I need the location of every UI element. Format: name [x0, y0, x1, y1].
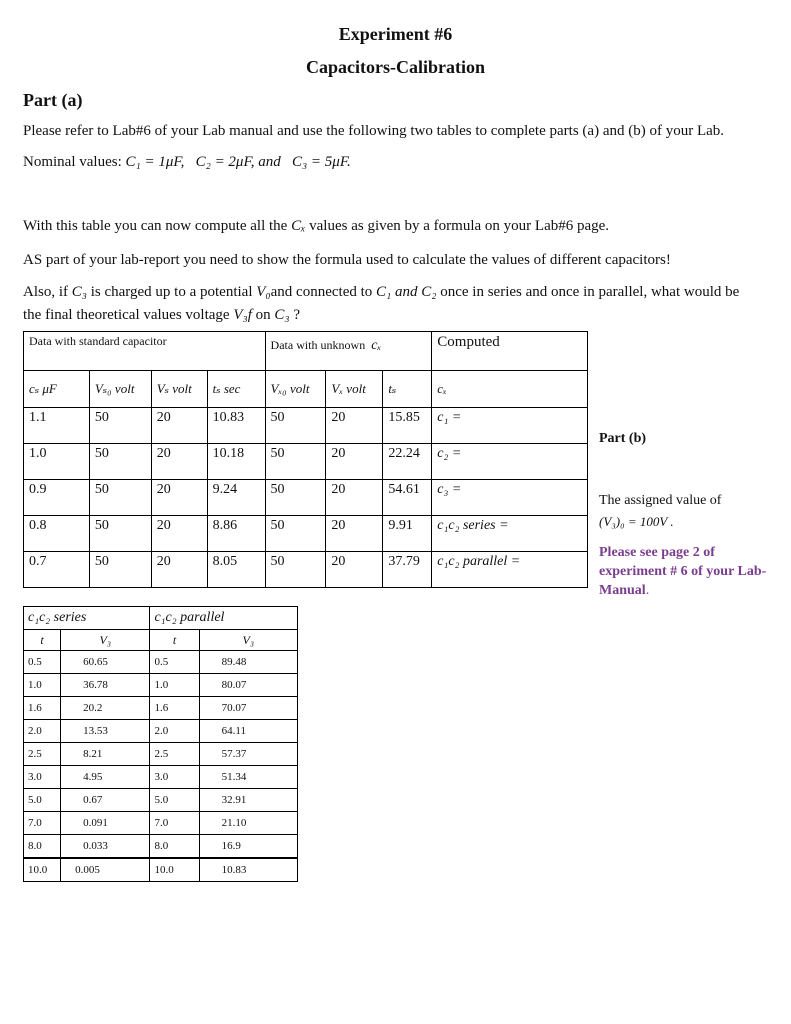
table-cell: 21.10 [199, 812, 297, 835]
table-cell: 80.07 [199, 674, 297, 697]
series-parallel-table [23, 606, 298, 882]
assigned-formula: (V₃)₀ = 100V . [599, 514, 674, 529]
calibration-table [23, 331, 588, 588]
table-cell: 36.78 [61, 674, 150, 697]
table-cell: 8.86 [207, 516, 265, 552]
table-cell: 20 [326, 480, 383, 516]
intro-text: Please refer to Lab#6 of your Lab manual and use the following two tables to complete parts (a) and (b) of your Lab. [23, 123, 725, 139]
table-cell: 50 [89, 480, 151, 516]
table-cell: 0.8 [24, 516, 90, 552]
table-row [24, 674, 298, 697]
nominal-values [23, 151, 773, 173]
compute-text [23, 215, 773, 237]
table-cell: 4.95 [61, 766, 150, 789]
final-on: on [255, 307, 271, 323]
table-cell: 8.0 [150, 835, 199, 859]
table-row [24, 858, 298, 882]
group-computed: Computed [432, 332, 588, 371]
table-cell: 1.1 [24, 408, 90, 444]
computed-label: c₃ = [437, 482, 462, 497]
table-cell: 16.9 [199, 835, 297, 859]
table-cell: 20 [151, 516, 207, 552]
group-unknown [265, 332, 432, 371]
table-cell: 50 [89, 408, 151, 444]
computed-label: c₂ = [437, 446, 462, 461]
table-row [24, 516, 588, 552]
final-a: the final theoretical values voltage [23, 307, 230, 323]
table-row [24, 743, 298, 766]
table-cell: 10.0 [24, 858, 61, 882]
table-row [24, 408, 588, 444]
computed-label: c₁c₂ parallel = [437, 554, 521, 569]
table-cell: 50 [89, 516, 151, 552]
compute-text-a: With this table you can now compute all the [23, 218, 288, 234]
note-text: Please see page 2 of experiment # 6 of your Lab-Manual [599, 545, 767, 598]
table-cell: 2.5 [150, 743, 199, 766]
table-cell: 7.0 [150, 812, 199, 835]
nominal-label: Nominal values: [23, 154, 122, 170]
table-cell: 20 [151, 480, 207, 516]
also-text [23, 281, 773, 303]
table-cell: 0.5 [150, 651, 199, 674]
table-cell: 64.11 [199, 720, 297, 743]
table-cell: 37.79 [383, 552, 432, 588]
nominal-c3: C₃ = 5μF. [291, 154, 351, 170]
table-row [24, 720, 298, 743]
final-c3: C₃ [274, 307, 290, 323]
column-header-row [24, 371, 588, 408]
table-row [24, 552, 588, 588]
table-cell: 20 [326, 408, 383, 444]
part-a-heading: Part (a) [23, 90, 83, 110]
parallel-label: c₁c₂ parallel [154, 610, 225, 625]
table-cell: 1.6 [24, 697, 61, 720]
col-header: cₛ μF [29, 381, 57, 396]
table-cell: 20 [326, 516, 383, 552]
col-header: Vₓ volt [331, 381, 366, 396]
table-cell: 3.0 [24, 766, 61, 789]
table-cell: 1.0 [24, 444, 90, 480]
final-v3f: V₃f [233, 307, 252, 323]
page-subtitle: Capacitors-Calibration [306, 57, 485, 77]
table-cell: 0.9 [24, 480, 90, 516]
table-cell: 8.0 [24, 835, 61, 859]
table-row [24, 789, 298, 812]
page-title: Experiment #6 [338, 24, 453, 44]
table-cell: 9.91 [383, 516, 432, 552]
table-cell: 20 [151, 552, 207, 588]
t-header: t [40, 632, 44, 647]
table-cell: 20 [151, 444, 207, 480]
v3-header: V₃ [99, 632, 112, 647]
table-cell: 0.5 [24, 651, 61, 674]
table-cell: 0.033 [61, 835, 150, 859]
table-cell: 50 [265, 516, 326, 552]
final-text [23, 304, 773, 326]
group-unknown-label: Data with unknown [270, 338, 366, 352]
table-cell: 10.18 [207, 444, 265, 480]
also-c3: C₃ [71, 284, 87, 300]
table-row [24, 766, 298, 789]
table-cell: 5.0 [24, 789, 61, 812]
table-cell: 0.091 [61, 812, 150, 835]
table-cell: 0.005 [61, 858, 150, 882]
computed-cell [432, 408, 588, 444]
table-cell: 20.2 [61, 697, 150, 720]
compute-text-b: values as given by a formula on your Lab#6 page. [309, 218, 610, 234]
lab-manual-note [599, 543, 784, 600]
table-cell: 20 [151, 408, 207, 444]
table-row [24, 444, 588, 480]
table-cell: 1.0 [150, 674, 199, 697]
computed-label: c₁c₂ series = [437, 518, 509, 533]
also-d: once in series and once in parallel, what would be [440, 284, 740, 300]
nominal-c2: C₂ = 2μF, and [195, 154, 281, 170]
series-group-header [24, 607, 298, 630]
also-c: and connected to [270, 284, 373, 300]
table-row [24, 697, 298, 720]
table-cell: 20 [326, 444, 383, 480]
v3-header: V₃ [242, 632, 255, 647]
table-cell: 15.85 [383, 408, 432, 444]
table-cell: 54.61 [383, 480, 432, 516]
part-b-heading: Part (b) [599, 431, 647, 446]
computed-cell [432, 480, 588, 516]
note-period: . [645, 583, 650, 598]
table-cell: 0.67 [61, 789, 150, 812]
series-column-header [24, 630, 298, 651]
table-cell: 50 [265, 444, 326, 480]
also-b: is charged up to a potential [90, 284, 253, 300]
col-header: tₛ sec [212, 381, 241, 396]
table-cell: 9.24 [207, 480, 265, 516]
table-row [24, 812, 298, 835]
table-cell: 7.0 [24, 812, 61, 835]
assigned-text: The assigned value of [599, 493, 722, 508]
table-cell: 51.34 [199, 766, 297, 789]
table-cell: 2.5 [24, 743, 61, 766]
table-cell: 32.91 [199, 789, 297, 812]
group-standard: Data with standard capacitor [24, 332, 266, 371]
table-cell: 10.0 [150, 858, 199, 882]
table-cell: 50 [265, 480, 326, 516]
assigned-value [599, 490, 779, 533]
table-cell: 70.07 [199, 697, 297, 720]
table-cell: 5.0 [150, 789, 199, 812]
table-cell: 20 [326, 552, 383, 588]
computed-cell [432, 516, 588, 552]
table-row [24, 480, 588, 516]
also-a: Also, if [23, 284, 68, 300]
table-cell: 50 [265, 552, 326, 588]
col-header: Vₛ₀ volt [94, 381, 135, 396]
table-cell: 1.6 [150, 697, 199, 720]
nominal-c1: C₁ = 1μF, [125, 154, 185, 170]
table-cell: 13.53 [61, 720, 150, 743]
table-cell: 2.0 [150, 720, 199, 743]
table-row [24, 835, 298, 859]
table-cell: 8.05 [207, 552, 265, 588]
compute-cx: Cₓ [291, 218, 306, 234]
table-cell: 57.37 [199, 743, 297, 766]
table-cell: 89.48 [199, 651, 297, 674]
also-v0: V₀ [256, 284, 271, 300]
also-c1c2: C₁ and C₂ [376, 284, 437, 300]
computed-label: c₁ = [437, 410, 462, 425]
table-cell: 10.83 [199, 858, 297, 882]
computed-cell [432, 444, 588, 480]
t-header: t [172, 632, 177, 647]
table-cell: 50 [265, 408, 326, 444]
col-header: cₓ [437, 381, 447, 396]
table-cell: 60.65 [61, 651, 150, 674]
table-cell: 0.7 [24, 552, 90, 588]
series-label: c₁c₂ series [28, 610, 87, 625]
table-cell: 1.0 [24, 674, 61, 697]
col-header: Vₛ volt [156, 381, 192, 396]
table-cell: 50 [89, 552, 151, 588]
table-cell: 8.21 [61, 743, 150, 766]
col-header: Vₓ₀ volt [270, 381, 310, 396]
table-cell: 10.83 [207, 408, 265, 444]
report-text: AS part of your lab-report you need to show the formula used to calculate the values of different capacitors! [23, 252, 671, 268]
table-cell: 50 [89, 444, 151, 480]
table-cell: 22.24 [383, 444, 432, 480]
table-cell: 2.0 [24, 720, 61, 743]
table-cell: 3.0 [150, 766, 199, 789]
table-row [24, 651, 298, 674]
col-header: tₛ [388, 381, 397, 396]
group-unknown-symbol: cₓ [371, 338, 382, 353]
computed-cell [432, 552, 588, 588]
final-q: ? [293, 307, 301, 323]
group-header-row [24, 332, 588, 371]
